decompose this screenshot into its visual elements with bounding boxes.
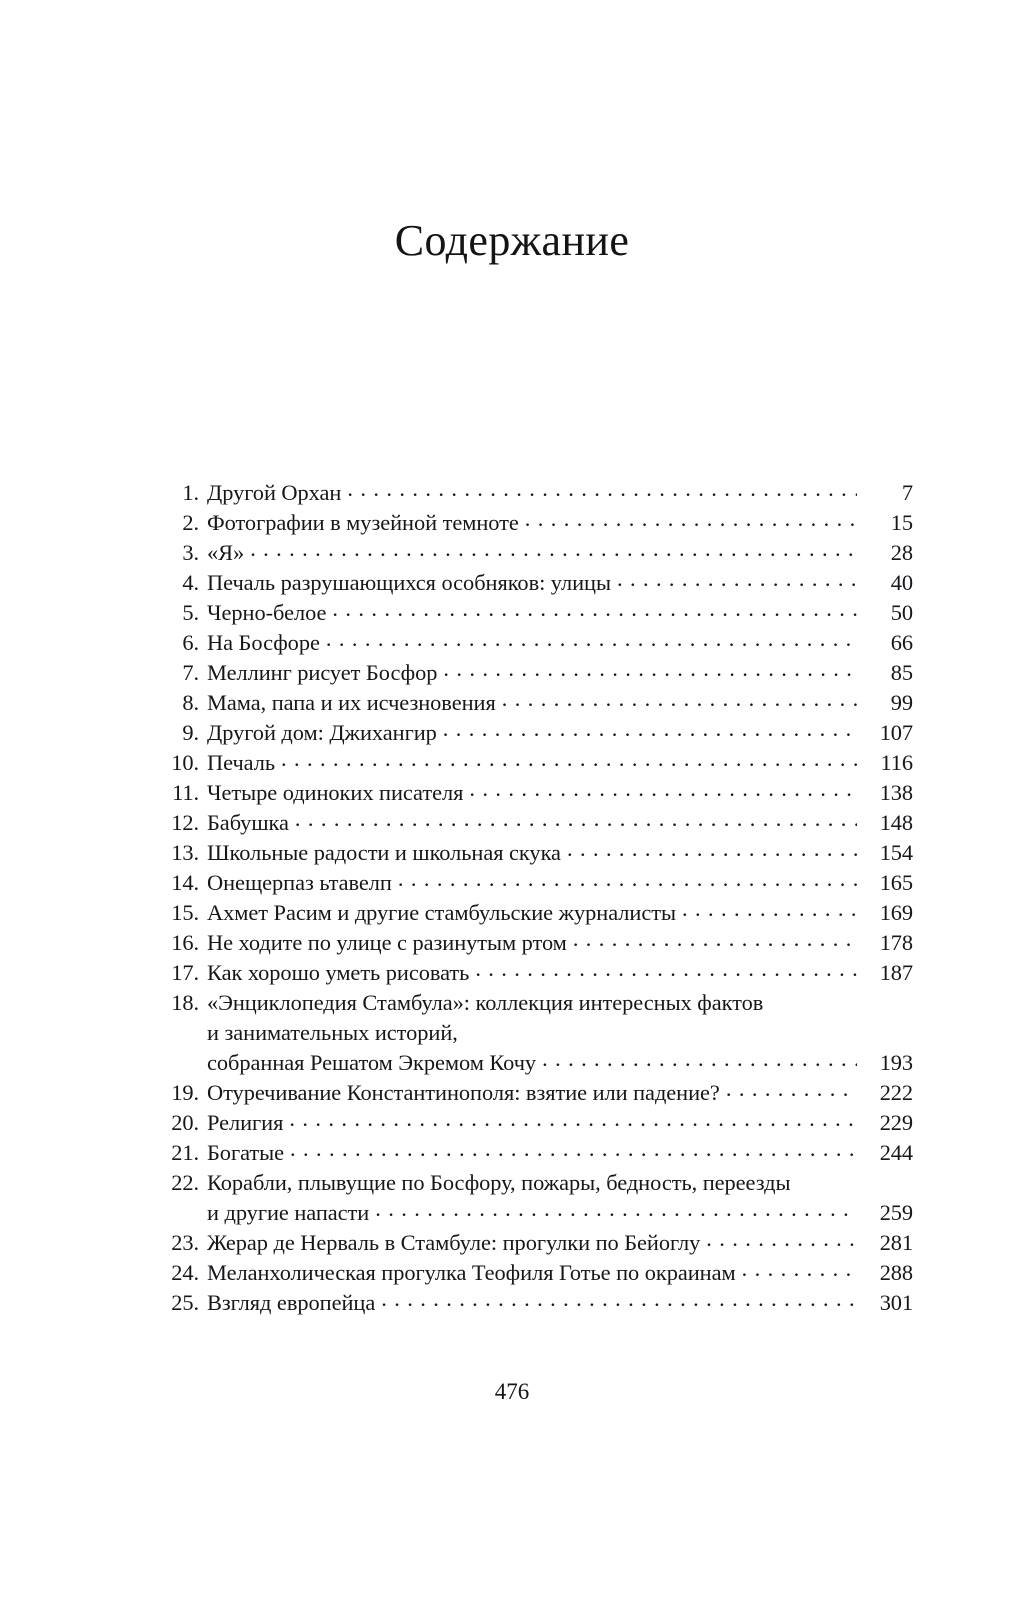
toc-leader-dots [542,1048,857,1070]
toc-entry-page-number: 66 [890,630,913,656]
toc-entry-title: Бабушка [207,810,289,836]
toc-entry-number: 17 . [163,958,199,988]
toc-leader-dots [682,898,857,920]
toc-entry-title: Не ходите по улице с разинутым ртом [207,930,567,956]
toc-entry[interactable] [163,1228,913,1258]
table-of-contents [163,478,913,1318]
toc-entry[interactable] [163,688,913,718]
toc-leader-dots [617,568,857,590]
toc-entry-title: Печаль разрушающихся особняков: улицы [207,570,611,596]
toc-leader-dots [347,478,857,500]
toc-leader-dots [281,748,857,770]
toc-leader-dots [326,628,857,650]
toc-leader-dots [443,718,857,740]
toc-entry[interactable] [163,1288,913,1318]
toc-leader-dots [332,598,857,620]
toc-entry-line [163,1108,913,1138]
toc-entry-page-number: 40 [890,570,913,596]
toc-entry[interactable] [163,868,913,898]
toc-entry[interactable] [163,928,913,958]
toc-entry-title: Богатые [207,1140,285,1166]
toc-leader-dots [567,838,857,860]
toc-entry[interactable] [163,568,913,598]
toc-leader-dots [375,1198,857,1220]
toc-entry[interactable] [163,718,913,748]
toc-leader-dots [464,1018,857,1040]
toc-entry-number: 22 . [163,1168,199,1198]
toc-entry-number: 9 . [163,718,199,748]
toc-entry-title: Взгляд европейца [207,1289,376,1315]
toc-entry-line [163,538,913,568]
toc-entry-number: 15 . [163,898,199,928]
toc-entry-number: 20 . [163,1108,199,1138]
toc-entry-page-number: 169 [879,900,913,926]
toc-entry-line [163,1168,913,1198]
toc-entry[interactable] [163,538,913,568]
toc-entry-line [163,1078,913,1108]
toc-entry[interactable] [163,988,913,1078]
toc-entry-line [163,1138,913,1168]
toc-entry-line [163,838,913,868]
toc-entry-title: Другой дом: Джихангир [207,720,437,746]
toc-entry-page-number: 85 [890,660,913,686]
toc-entry-title: Ахмет Расим и другие стамбульские журналисты [207,900,676,926]
toc-entry-line [163,808,913,838]
toc-entry[interactable] [163,778,913,808]
toc-entry-number: 11 . [163,778,199,808]
toc-entry[interactable] [163,1078,913,1108]
toc-entry-page-number: 99 [890,690,913,716]
toc-entry[interactable] [163,838,913,868]
toc-entry-title: На Босфоре [207,630,320,656]
toc-entry-line [163,898,913,928]
toc-entry-continuation [163,1018,913,1048]
toc-entry[interactable] [163,898,913,928]
toc-entry[interactable] [163,1108,913,1138]
toc-entry-page-number: 7 [901,480,913,506]
toc-entry-line [163,478,913,508]
toc-leader-dots [525,508,857,530]
toc-entry-page-number: 193 [879,1050,913,1076]
toc-entry-line [163,928,913,958]
toc-entry-number: 16 . [163,928,199,958]
toc-leader-dots [502,688,857,710]
toc-leader-dots [706,1228,857,1250]
toc-entry-line [163,568,913,598]
toc-entry-line [163,1258,913,1288]
page-folio: 476 [494,1379,530,1404]
toc-entry-line [163,718,913,748]
toc-entry-number: 19 . [163,1078,199,1108]
toc-entry[interactable] [163,1258,913,1288]
toc-entry-line [163,658,913,688]
toc-entry-page-number: 154 [879,840,913,866]
toc-entry-title: Фотографии в музейной темноте [207,510,519,536]
toc-entry-title: Корабли, плывущие по Босфору, пожары, бедность, переезды [207,1170,791,1196]
toc-entry-line [163,868,913,898]
toc-entry-title: Религия [207,1110,284,1136]
toc-entry-page-number: 244 [879,1140,913,1166]
toc-entry-continuation [163,1048,913,1078]
toc-entry-number: 8 . [163,688,199,718]
toc-entry-page-number: 28 [890,540,913,566]
toc-entry-page-number: 107 [879,720,913,746]
toc-entry-number: 23 . [163,1228,199,1258]
toc-entry-page-number: 15 [890,510,913,536]
toc-entry-title: Мама, папа и их исчезновения [207,690,496,716]
toc-entry-page-number: 187 [879,960,913,986]
toc-entry-page-number: 259 [879,1200,913,1226]
toc-entry-number: 14 . [163,868,199,898]
toc-entry-title: Меланхолическая прогулка Теофиля Готье по окраинам [207,1259,736,1285]
toc-entry-title: Как хорошо уметь рисовать [207,960,470,986]
toc-entry-number: 24 . [163,1258,199,1288]
toc-entry-page-number: 281 [879,1230,913,1255]
toc-entry-number: 12 . [163,808,199,838]
toc-entry[interactable] [163,808,913,838]
toc-entry-line [163,1288,913,1318]
toc-entry-title: Школьные радости и школьная скука [207,840,561,866]
toc-entry-title: Отуречивание Константинополя: взятие или падение? [207,1080,720,1106]
toc-leader-dots [469,778,857,800]
toc-leader-dots [289,1108,857,1130]
toc-entry-page-number: 116 [880,750,913,776]
toc-entry-line [163,958,913,988]
toc-entry[interactable] [163,508,913,538]
toc-entry-page-number: 165 [879,870,913,896]
toc-entry-page-number: 288 [879,1259,913,1285]
toc-leader-dots [769,988,857,1010]
toc-entry-title: собранная Решатом Экремом Кочу [207,1050,537,1076]
toc-leader-dots [398,868,857,890]
toc-entry-number: 25 . [163,1288,199,1318]
toc-entry-page-number: 229 [879,1110,913,1136]
toc-entry-title: Печаль [207,750,276,776]
toc-leader-dots [290,1138,857,1160]
toc-entry-line [163,778,913,808]
toc-entry-number: 5 . [163,598,199,628]
toc-entry-title: «Энциклопедия Стамбула»: коллекция интересных фактов [207,990,764,1016]
toc-entry-page-number: 50 [890,600,913,626]
toc-entry-line [163,688,913,718]
toc-entry-number: 2 . [163,508,199,538]
toc-entry[interactable] [163,478,913,508]
toc-entry-number: 1 . [163,478,199,508]
toc-entry-number: 3 . [163,538,199,568]
toc-leader-dots [295,808,857,830]
toc-entry-number: 4 . [163,568,199,598]
toc-entry-line [163,1228,913,1258]
toc-entry-line [163,988,913,1018]
toc-entry-title: Четыре одиноких писателя [207,780,464,806]
toc-leader-dots [726,1078,857,1100]
toc-entry[interactable] [163,598,913,628]
toc-leader-dots [250,538,857,560]
toc-entry-title: и другие напасти [207,1200,370,1226]
toc-entry-page-number: 222 [879,1080,913,1106]
toc-entry[interactable] [163,1168,913,1228]
toc-entry-number: 6 . [163,628,199,658]
toc-leader-dots [796,1168,857,1190]
toc-entry-continuation [163,1198,913,1228]
toc-leader-dots [573,928,857,950]
toc-entry-title: Черно-белое [207,600,327,626]
toc-entry-title: Меллинг рисует Босфор [207,660,438,686]
page-title: Содержание [394,216,630,266]
toc-entry-page-number: 148 [879,810,913,836]
toc-leader-dots [443,658,857,680]
toc-entry-line [163,748,913,778]
toc-entry-page-number: 178 [879,930,913,956]
toc-entry-number: 21 . [163,1138,199,1168]
toc-entry-line [163,598,913,628]
toc-entry-title: Онещерпаз ьтавелп [207,870,392,896]
toc-entry-number: 10 . [163,748,199,778]
toc-entry-number: 13 . [163,838,199,868]
toc-entry[interactable] [163,1138,913,1168]
toc-leader-dots [381,1288,857,1310]
toc-entry[interactable] [163,628,913,658]
toc-entry-page-number: 301 [879,1289,913,1315]
toc-entry[interactable] [163,958,913,988]
toc-entry-title: Другой Орхан [207,480,342,506]
toc-leader-dots [742,1258,857,1280]
toc-entry[interactable] [163,748,913,778]
toc-entry-line [163,628,913,658]
toc-entry-number: 18 . [163,988,199,1018]
toc-entry-title: и занимательных историй, [207,1020,458,1046]
toc-entry-number: 7 . [163,658,199,688]
toc-entry-line [163,508,913,538]
toc-entry-title: Жерар де Нерваль в Стамбуле: прогулки по Бейоглу [207,1230,701,1255]
toc-entry-page-number: 138 [879,780,913,806]
toc-leader-dots [475,958,857,980]
toc-entry[interactable] [163,658,913,688]
toc-entry-title: «Я» [207,540,245,566]
